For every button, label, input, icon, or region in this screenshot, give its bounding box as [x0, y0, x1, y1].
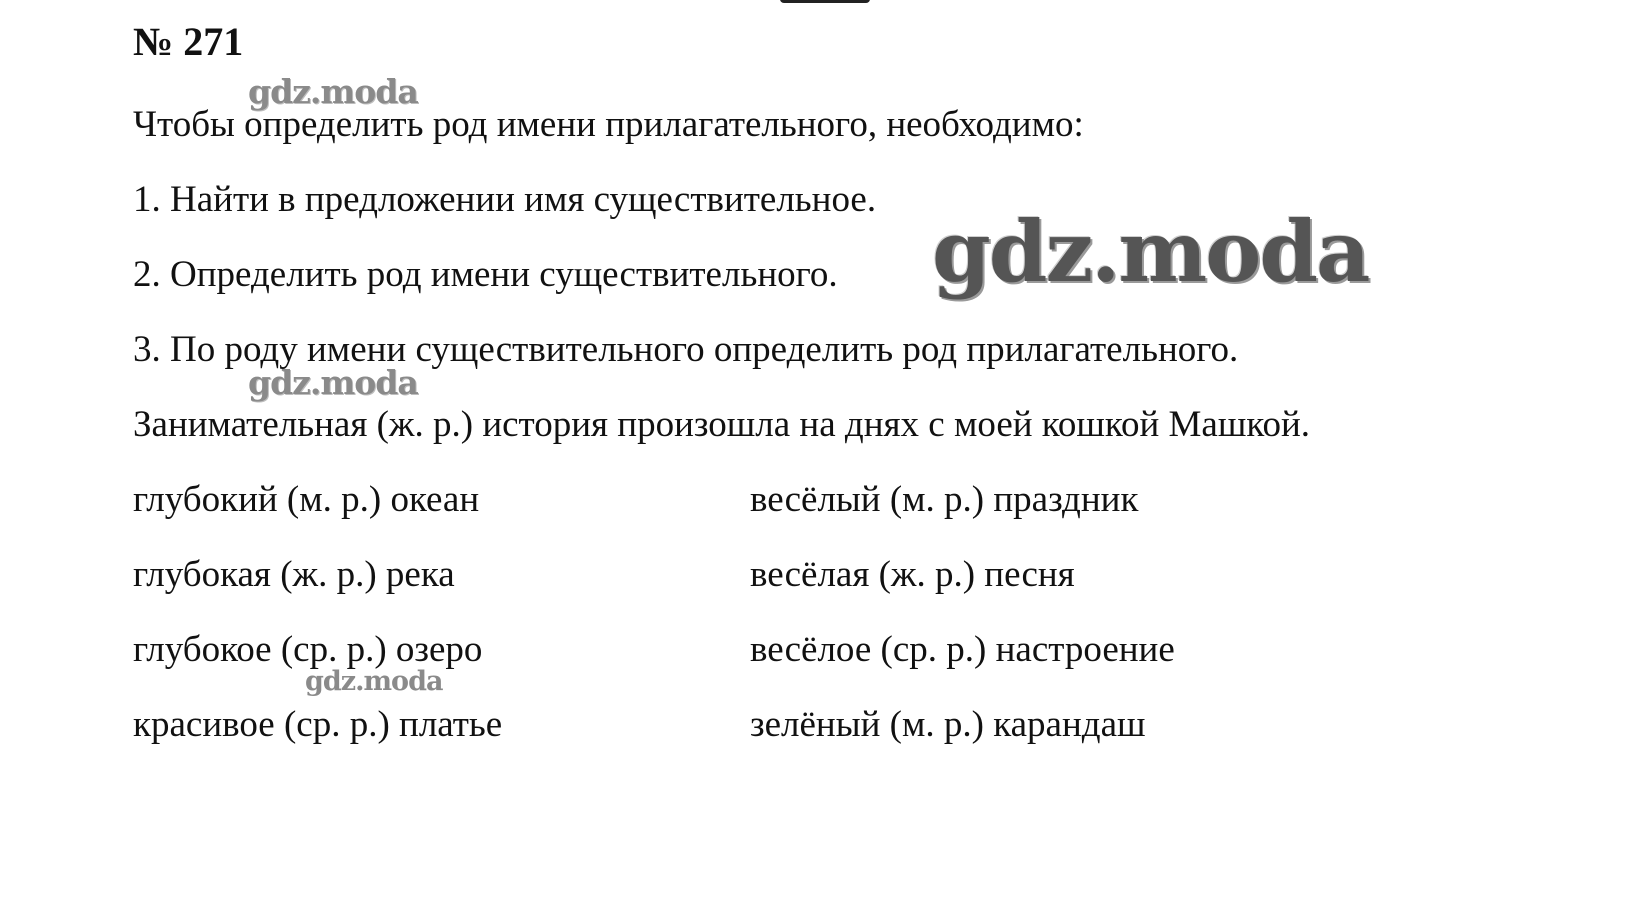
step-1: 1. Найти в предложении имя существительное.	[133, 179, 877, 220]
watermark-logo: gdz.moda	[248, 72, 418, 111]
step-3: 3. По роду имени существительного определить род прилагательного.	[133, 329, 1239, 370]
watermark-logo: gdz.moda	[932, 202, 1369, 301]
pair-left-4: красивое (ср. р.) платье	[133, 704, 503, 745]
pair-left-1: глубокий (м. р.) океан	[133, 479, 480, 520]
watermark-logo: gdz.moda	[248, 363, 418, 402]
task-number: № 271	[133, 19, 244, 64]
pair-left-3: глубокое (ср. р.) озеро	[133, 629, 483, 670]
intro-text: Чтобы определить род имени прилагательного, необходимо:	[133, 104, 1084, 145]
pair-right-4: зелёный (м. р.) карандаш	[750, 704, 1146, 745]
pair-right-1: весёлый (м. р.) праздник	[750, 479, 1139, 520]
example-sentence: Занимательная (ж. р.) история произошла на днях с моей кошкой Машкой.	[133, 404, 1310, 445]
pair-left-2: глубокая (ж. р.) река	[133, 554, 455, 595]
pair-right-3: весёлое (ср. р.) настроение	[750, 629, 1175, 670]
page-top-mark	[780, 0, 870, 3]
pair-right-2: весёлая (ж. р.) песня	[750, 554, 1075, 595]
watermark-logo: gdz.moda	[305, 666, 443, 697]
step-2: 2. Определить род имени существительного.	[133, 254, 838, 295]
